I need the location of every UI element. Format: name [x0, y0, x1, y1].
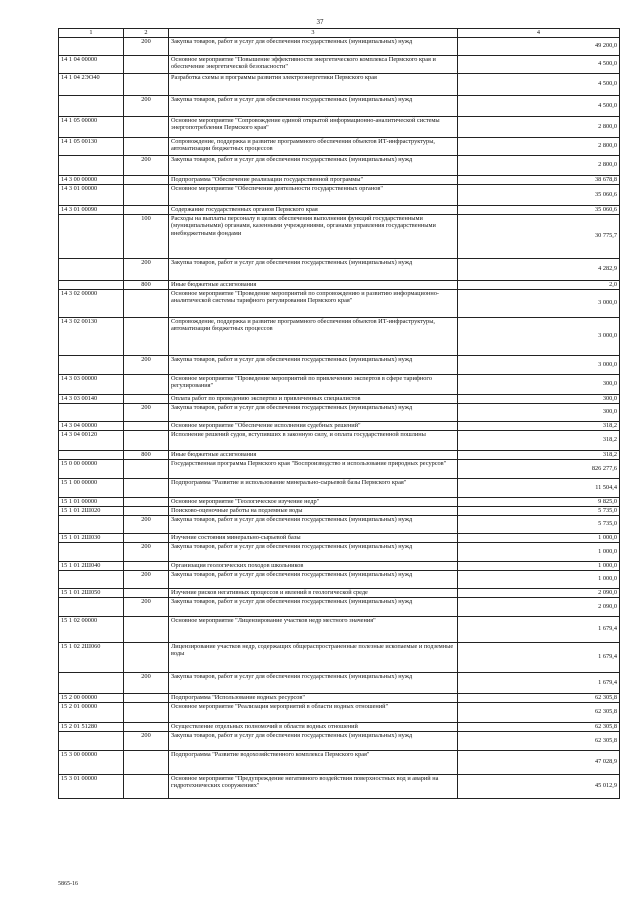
table-row: [59, 672, 620, 693]
table-body: [59, 37, 620, 798]
row-code: 15 3 00 00000: [59, 750, 124, 774]
row-amount: 62 305,8: [458, 722, 620, 731]
row-type: [124, 421, 169, 430]
row-name: Основное мероприятие "Проведение мероприятий по сопровождению и развитию информационно-аналитической системы тарифного регулирования Пермского края": [169, 289, 458, 317]
row-name: Подпрограмма "Развитие и использование минерально-сырьевой базы Пермского края": [169, 478, 458, 497]
row-type: [124, 506, 169, 515]
row-amount: 318,2: [458, 421, 620, 430]
row-name: Лицензирование участков недр, содержащих общераспространенные полезные ископаемые и подземные воды: [169, 642, 458, 672]
row-code: 14 1 05 00130: [59, 137, 124, 155]
table-row: [59, 258, 620, 280]
row-name: Закупка товаров, работ и услуг для обеспечения государственных (муниципальных) нужд: [169, 355, 458, 374]
row-type: [124, 175, 169, 184]
header-row: [59, 29, 620, 38]
row-name: Основное мероприятие "Предупреждение негативного воздействия поверхностных вод и аварий на гидротехнических сооружениях": [169, 774, 458, 798]
row-amount: 1 000,0: [458, 561, 620, 570]
row-type: [124, 750, 169, 774]
table-row: [59, 184, 620, 205]
row-amount: 35 060,6: [458, 184, 620, 205]
row-code: 15 1 01 2Ш040: [59, 561, 124, 570]
row-amount: 300,0: [458, 394, 620, 403]
row-code: 15 3 01 00000: [59, 774, 124, 798]
table-row: [59, 289, 620, 317]
row-type: [124, 497, 169, 506]
row-type: 200: [124, 515, 169, 533]
row-amount: 1 000,0: [458, 542, 620, 561]
row-code: [59, 450, 124, 459]
row-name: Иные бюджетные ассигнования: [169, 280, 458, 289]
row-code: 14 3 03 00140: [59, 394, 124, 403]
row-name: Основное мероприятие "Обеспечение деятельности государственных органов": [169, 184, 458, 205]
table-row: [59, 774, 620, 798]
row-code: 15 1 02 2Ш060: [59, 642, 124, 672]
column-header-type: 2: [124, 29, 169, 38]
row-code: 15 1 01 2Ш020: [59, 506, 124, 515]
row-amount: 300,0: [458, 403, 620, 421]
row-code: 14 3 01 00090: [59, 205, 124, 214]
table-row: [59, 214, 620, 258]
row-amount: 3 000,0: [458, 355, 620, 374]
row-name: Закупка товаров, работ и услуг для обеспечения государственных (муниципальных) нужд: [169, 570, 458, 588]
row-code: [59, 672, 124, 693]
row-type: 200: [124, 731, 169, 750]
row-name: Закупка товаров, работ и услуг для обеспечения государственных (муниципальных) нужд: [169, 155, 458, 175]
row-type: [124, 561, 169, 570]
table-row: [59, 205, 620, 214]
row-type: 800: [124, 450, 169, 459]
row-name: Основное мероприятие "Геологическое изучение недр": [169, 497, 458, 506]
table-row: [59, 355, 620, 374]
table-row: [59, 430, 620, 450]
row-code: 14 3 01 00000: [59, 184, 124, 205]
row-amount: 4 282,9: [458, 258, 620, 280]
row-code: [59, 280, 124, 289]
table-row: [59, 542, 620, 561]
row-amount: 1 000,0: [458, 570, 620, 588]
row-code: 14 1 05 00000: [59, 116, 124, 137]
footer-code: 5865-16: [58, 881, 78, 887]
row-amount: 62 305,8: [458, 702, 620, 722]
table-row: [59, 450, 620, 459]
row-code: 14 1 04 2ЭО40: [59, 73, 124, 95]
row-name: Основное мероприятие "Лицензирование участков недр местного значения": [169, 616, 458, 642]
row-amount: 49 200,0: [458, 37, 620, 55]
table-row: [59, 116, 620, 137]
row-amount: 2 800,0: [458, 116, 620, 137]
row-amount: 5 735,0: [458, 506, 620, 515]
row-amount: 318,2: [458, 450, 620, 459]
table-row: [59, 155, 620, 175]
table-row: [59, 515, 620, 533]
row-code: [59, 95, 124, 116]
table-row: [59, 137, 620, 155]
row-code: 14 3 02 00130: [59, 317, 124, 355]
row-name: Разработка схемы и программы развития электроэнергетики Пермского края: [169, 73, 458, 95]
table-row: [59, 533, 620, 542]
row-type: [124, 774, 169, 798]
column-header-name: 3: [169, 29, 458, 38]
row-type: [124, 289, 169, 317]
row-name: Содержание государственных органов Пермского края: [169, 205, 458, 214]
row-name: Основное мероприятие "Повышение эффективности энергетического комплекса Пермского края и обеспечение энергетической безопасности": [169, 55, 458, 73]
row-type: [124, 184, 169, 205]
row-type: [124, 55, 169, 73]
row-name: Оплата работ по проведению экспертиз и привлеченных специалистов: [169, 394, 458, 403]
table-row: [59, 394, 620, 403]
row-type: [124, 702, 169, 722]
row-type: 200: [124, 597, 169, 616]
row-name: Расходы на выплаты персоналу в целях обеспечения выполнения функций государственными (муниципальными) органами, казенными учреждениями, органами управления государственными внебюджетными фондами: [169, 214, 458, 258]
table-row: [59, 616, 620, 642]
row-code: [59, 542, 124, 561]
row-name: Закупка товаров, работ и услуг для обеспечения государственных (муниципальных) нужд: [169, 515, 458, 533]
row-code: [59, 731, 124, 750]
row-type: [124, 693, 169, 702]
row-code: [59, 597, 124, 616]
row-type: [124, 137, 169, 155]
table-row: [59, 570, 620, 588]
row-amount: 2,0: [458, 280, 620, 289]
row-amount: 5 735,0: [458, 515, 620, 533]
table-row: [59, 317, 620, 355]
row-type: 200: [124, 672, 169, 693]
row-name: Государственная программа Пермского края "Воспроизводство и использование природных ресурсов": [169, 459, 458, 478]
row-type: 200: [124, 258, 169, 280]
row-amount: 45 012,9: [458, 774, 620, 798]
table-row: [59, 374, 620, 394]
row-name: Основное мероприятие "Реализация мероприятий в области водных отношений": [169, 702, 458, 722]
row-name: Поисково-оценочные работы на подземные воды: [169, 506, 458, 515]
row-type: 200: [124, 155, 169, 175]
row-type: 200: [124, 355, 169, 374]
row-amount: 11 504,4: [458, 478, 620, 497]
row-code: [59, 214, 124, 258]
row-code: 15 0 00 00000: [59, 459, 124, 478]
table-row: [59, 642, 620, 672]
row-code: [59, 570, 124, 588]
row-amount: 1 679,4: [458, 642, 620, 672]
table-row: [59, 597, 620, 616]
row-name: Закупка товаров, работ и услуг для обеспечения государственных (муниципальных) нужд: [169, 37, 458, 55]
row-type: [124, 616, 169, 642]
row-type: [124, 205, 169, 214]
row-type: [124, 642, 169, 672]
row-code: 15 1 01 00000: [59, 497, 124, 506]
row-amount: 9 825,0: [458, 497, 620, 506]
row-amount: 4 500,0: [458, 55, 620, 73]
row-type: [124, 722, 169, 731]
row-type: [124, 394, 169, 403]
row-name: Закупка товаров, работ и услуг для обеспечения государственных (муниципальных) нужд: [169, 542, 458, 561]
row-amount: 2 800,0: [458, 137, 620, 155]
row-amount: 30 775,7: [458, 214, 620, 258]
table-row: [59, 175, 620, 184]
row-amount: 62 305,8: [458, 693, 620, 702]
row-amount: 826 277,6: [458, 459, 620, 478]
row-type: [124, 459, 169, 478]
row-type: [124, 588, 169, 597]
row-amount: 2 800,0: [458, 155, 620, 175]
row-type: [124, 533, 169, 542]
row-code: 15 2 01 51280: [59, 722, 124, 731]
table-row: [59, 403, 620, 421]
row-code: 14 3 02 00000: [59, 289, 124, 317]
row-amount: 35 060,6: [458, 205, 620, 214]
row-type: 800: [124, 280, 169, 289]
row-amount: 318,2: [458, 430, 620, 450]
row-amount: 4 500,0: [458, 95, 620, 116]
row-type: [124, 430, 169, 450]
column-header-amount: 4: [458, 29, 620, 38]
row-code: 15 1 02 00000: [59, 616, 124, 642]
table-row: [59, 280, 620, 289]
column-header-code: 1: [59, 29, 124, 38]
table-row: [59, 37, 620, 55]
row-name: Изучение состояния минерально-сырьевой базы: [169, 533, 458, 542]
table-row: [59, 459, 620, 478]
row-code: 14 1 04 00000: [59, 55, 124, 73]
row-name: Закупка товаров, работ и услуг для обеспечения государственных (муниципальных) нужд: [169, 731, 458, 750]
row-name: Основное мероприятие "Проведение мероприятий по привлечению экспертов в сфере тарифного регулирования": [169, 374, 458, 394]
row-type: 200: [124, 37, 169, 55]
row-code: 15 1 01 2Ш030: [59, 533, 124, 542]
row-name: Иные бюджетные ассигнования: [169, 450, 458, 459]
table-row: [59, 497, 620, 506]
table-row: [59, 421, 620, 430]
row-amount: 1 000,0: [458, 533, 620, 542]
row-code: [59, 155, 124, 175]
table-row: [59, 722, 620, 731]
row-code: 14 3 03 00000: [59, 374, 124, 394]
table-row: [59, 731, 620, 750]
row-amount: 1 679,4: [458, 616, 620, 642]
row-type: [124, 478, 169, 497]
row-code: 15 2 00 00000: [59, 693, 124, 702]
row-name: Закупка товаров, работ и услуг для обеспечения государственных (муниципальных) нужд: [169, 258, 458, 280]
row-type: 200: [124, 403, 169, 421]
row-name: Закупка товаров, работ и услуг для обеспечения государственных (муниципальных) нужд: [169, 672, 458, 693]
table-row: [59, 95, 620, 116]
row-amount: 62 305,8: [458, 731, 620, 750]
table-row: [59, 702, 620, 722]
table-row: [59, 55, 620, 73]
row-name: Подпрограмма "Обеспечение реализации государственной программы": [169, 175, 458, 184]
row-name: Закупка товаров, работ и услуг для обеспечения государственных (муниципальных) нужд: [169, 597, 458, 616]
table-row: [59, 693, 620, 702]
row-name: Подпрограмма "Использование водных ресурсов": [169, 693, 458, 702]
row-code: 15 2 01 00000: [59, 702, 124, 722]
row-name: Закупка товаров, работ и услуг для обеспечения государственных (муниципальных) нужд: [169, 403, 458, 421]
row-type: [124, 317, 169, 355]
row-code: 14 3 04 00000: [59, 421, 124, 430]
row-code: [59, 258, 124, 280]
row-name: Сопровождение, поддержка и развитие программного обеспечения объектов ИТ-инфраструктуры, автоматизации бюджетных процессов: [169, 317, 458, 355]
row-amount: 300,0: [458, 374, 620, 394]
table-row: [59, 478, 620, 497]
row-code: [59, 515, 124, 533]
row-type: [124, 73, 169, 95]
row-name: Закупка товаров, работ и услуг для обеспечения государственных (муниципальных) нужд: [169, 95, 458, 116]
row-code: 14 3 04 00120: [59, 430, 124, 450]
row-code: [59, 403, 124, 421]
row-code: 14 3 00 00000: [59, 175, 124, 184]
row-name: Подпрограмма "Развитие водохозяйственного комплекса Пермского края": [169, 750, 458, 774]
row-name: Основное мероприятие "Сопровождение единой открытой информационно-аналитической системы энергопотребления Пермского края": [169, 116, 458, 137]
row-name: Исполнение решений судов, вступивших в законную силу, и оплата государственной пошлины: [169, 430, 458, 450]
row-amount: 2 090,0: [458, 588, 620, 597]
row-name: Основное мероприятие "Обеспечение исполнения судебных решений": [169, 421, 458, 430]
row-name: Осуществление отдельных полномочий в области водных отношений: [169, 722, 458, 731]
row-amount: 4 500,0: [458, 73, 620, 95]
table-row: [59, 588, 620, 597]
table-row: [59, 750, 620, 774]
row-type: [124, 374, 169, 394]
row-code: 15 1 01 2Ш050: [59, 588, 124, 597]
row-type: 200: [124, 95, 169, 116]
row-amount: 38 678,8: [458, 175, 620, 184]
row-code: 15 1 00 00000: [59, 478, 124, 497]
row-amount: 2 090,0: [458, 597, 620, 616]
row-code: [59, 355, 124, 374]
row-name: Сопровождение, поддержка и развитие программного обеспечения объектов ИТ-инфраструктуры, автоматизации бюджетных процессов: [169, 137, 458, 155]
row-amount: 3 000,0: [458, 317, 620, 355]
row-code: [59, 37, 124, 55]
row-type: [124, 116, 169, 137]
row-amount: 1 679,4: [458, 672, 620, 693]
table-row: [59, 561, 620, 570]
table-row: [59, 506, 620, 515]
table-row: [59, 73, 620, 95]
row-type: 200: [124, 542, 169, 561]
row-name: Изучение рисков негативных процессов и явлений в геологической среде: [169, 588, 458, 597]
row-amount: 47 028,9: [458, 750, 620, 774]
row-amount: 3 000,0: [458, 289, 620, 317]
row-name: Организация геологических походов школьников: [169, 561, 458, 570]
page-number: 37: [316, 18, 324, 26]
row-type: 100: [124, 214, 169, 258]
row-type: 200: [124, 570, 169, 588]
budget-table: [58, 28, 620, 799]
